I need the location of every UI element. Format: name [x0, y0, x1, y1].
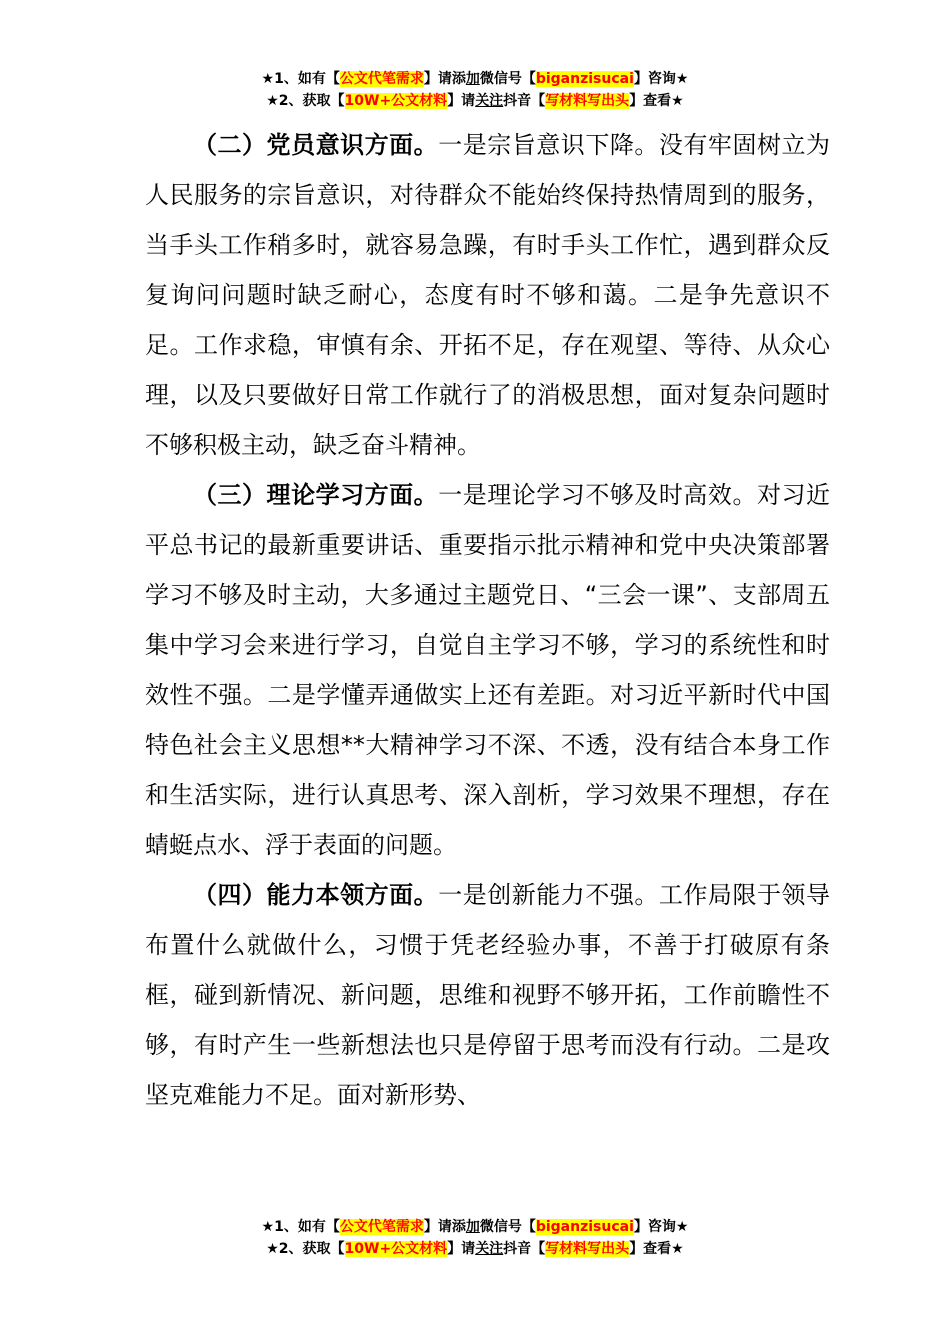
banner-text: 】请: [447, 1241, 476, 1257]
banner-text: 微信号【: [479, 71, 536, 87]
banner-line-1: [0, 1216, 950, 1238]
banner-text: 微信号【: [479, 1219, 536, 1235]
banner-underline: 关注: [475, 1241, 504, 1257]
banner-highlight-douyin: 写材料写出头: [545, 1241, 630, 1257]
banner-underline: 加: [465, 71, 480, 87]
banner-text: 】请添: [423, 71, 466, 87]
banner-text: ★1、如有【: [261, 71, 340, 87]
top-banner: [0, 68, 950, 112]
banner-highlight: 10W+公文材料: [344, 93, 448, 109]
banner-text: 】咨询★: [633, 1219, 689, 1235]
banner-text: 】咨询★: [633, 71, 689, 87]
banner-highlight-wechat: biganzisucai: [535, 71, 634, 87]
document-body: [145, 120, 830, 1120]
paragraph-text: 一是创新能力不强。工作局限于领导布置什么就做什么，习惯于凭老经验办事，不善于打破原有条框，碰到新情况、新问题，思维和视野不够开拓，工作前瞻性不够，有时产生一些新想法也只是停留于思考而没有行动。二是攻坚克难能力不足。面对新形势、: [145, 881, 831, 1109]
paragraph-capability: [145, 870, 830, 1120]
banner-text: 抖音【: [503, 93, 546, 109]
section-heading: （二）党员意识方面。: [193, 131, 439, 159]
banner-line-2: [0, 90, 950, 112]
banner-text: 】请: [447, 93, 476, 109]
bottom-banner: [0, 1216, 950, 1260]
banner-text: ★1、如有【: [261, 1219, 340, 1235]
banner-highlight-wechat: biganzisucai: [535, 1219, 634, 1235]
banner-text: ★2、获取【: [266, 93, 345, 109]
banner-text: 】请添: [423, 1219, 466, 1235]
banner-highlight: 10W+公文材料: [344, 1241, 448, 1257]
paragraph-theory-study: [145, 470, 830, 870]
banner-text: 】查看★: [629, 93, 684, 109]
paragraph-party-awareness: [145, 120, 830, 470]
banner-line-1: [0, 68, 950, 90]
banner-underline: 加: [465, 1219, 480, 1235]
banner-line-2: [0, 1238, 950, 1260]
banner-highlight: 公文代笔需求: [339, 1219, 424, 1235]
banner-text: 】查看★: [629, 1241, 684, 1257]
banner-underline: 关注: [475, 93, 504, 109]
paragraph-text: 一是宗旨意识下降。没有牢固树立为人民服务的宗旨意识，对待群众不能始终保持热情周到的服务，当手头工作稍多时，就容易急躁，有时手头工作忙，遇到群众反复询问问题时缺乏耐心，态度有时不够和蔼。二是争先意识不足。工作求稳，审慎有余、开拓不足，存在观望、等待、从众心理，以及只要做好日常工作就行了的消极思想，面对复杂问题时不够积极主动，缺乏奋斗精神。: [145, 131, 831, 459]
paragraph-text: 一是理论学习不够及时高效。对习近平总书记的最新重要讲话、重要指示批示精神和党中央决策部署学习不够及时主动，大多通过主题党日、“三会一课”、支部周五集中学习会来进行学习，自觉自主学习不够，学习的系统性和时效性不强。二是学懂弄通做实上还有差距。对习近平新时代中国特色社会主义思想**大精神学习不深、不透，没有结合本身工作和生活实际，进行认真思考、深入剖析，学习效果不理想，存在蜻蜓点水、浮于表面的问题。: [145, 481, 831, 859]
section-heading: （三）理论学习方面。: [193, 481, 439, 509]
banner-text: ★2、获取【: [266, 1241, 345, 1257]
banner-highlight: 公文代笔需求: [339, 71, 424, 87]
banner-text: 抖音【: [503, 1241, 546, 1257]
section-heading: （四）能力本领方面。: [193, 881, 439, 909]
banner-highlight-douyin: 写材料写出头: [545, 93, 630, 109]
